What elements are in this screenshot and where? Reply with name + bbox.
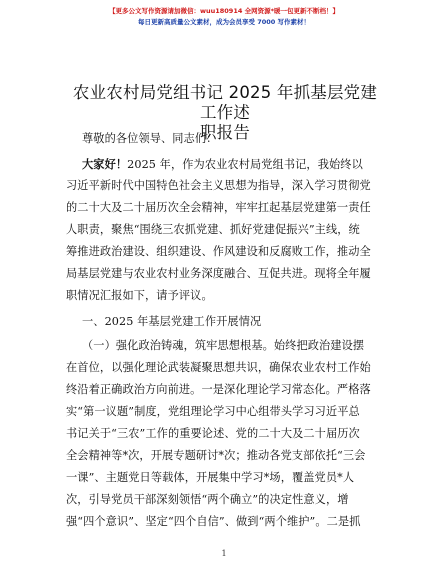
page-number: 1 (221, 549, 227, 558)
intro-line-text: 2025 年，作为农业农村局党组书记，我始终以 (127, 158, 363, 171)
promo-banner-line-1: 【更多公文写作资源请加微信：wuu180914 全网资源*暖一包更新不断档！】 (108, 7, 340, 15)
title-line-2: 职报告 (199, 123, 251, 142)
title-line-1: 农业农村局党组书记 2025 年抓基层党建工作述 (72, 83, 378, 122)
body-line: 一课”、主题党日等载体，开展集中学习*场，覆盖党员*人 (66, 471, 355, 484)
intro-line: 局基层党建与农业农村业务深度融合、互促共进。现将全年履 (66, 267, 371, 280)
intro-line (82, 154, 384, 175)
body-line: 强“四个意识”、坚定“四个自信”、做到“两个维护”。二是抓 (66, 515, 361, 528)
intro-line: 人职责，聚焦“围绕三农抓党建、抓好党建促振兴”主线，统 (66, 223, 360, 236)
intro-line: 习近平新时代中国特色社会主义思想为指导，深入学习贯彻党 (66, 179, 371, 192)
body-line: 书记关于“三农”工作的重要论述、党的二十大及二十届历次 (66, 427, 360, 440)
salutation: 尊敬的各位领导、同志们： (82, 132, 218, 145)
body-line: 全会精神等*次，开展专题研讨*次；推动各党支部依托“三会 (66, 449, 366, 462)
body-line: 在首位，以强化理论武装凝聚思想共识，确保农业农村工作始 (66, 361, 371, 374)
intro-lead: 大家好！ (82, 157, 128, 171)
promo-banner-line-2: 每日更新高质量公文素材，成为会员享受 7000 写作素材！ (137, 18, 311, 26)
section-heading: 一、2025 年基层党建工作开展情况 (82, 315, 262, 328)
intro-line: 的二十大及二十届历次全会精神，牢牢扛起基层党建第一责任 (66, 201, 371, 214)
body-line: 次，引导党员干部深刻领悟“两个确立”的决定性意义，增 (66, 493, 349, 506)
body-line: （一）强化政治铸魂，筑牢思想根基。始终把政治建设摆 (82, 339, 365, 352)
body-line: 实“第一议题”制度，党组理论学习中心组带头学习习近平总 (66, 405, 360, 418)
body-line: 终沿着正确政治方向前进。一是深化理论学习常态化。严格落 (66, 383, 371, 396)
intro-line: 职情况汇报如下，请予评议。 (66, 289, 213, 302)
intro-line: 筹推进政治建设、组织建设、作风建设和反腐败工作，推动全 (66, 245, 371, 258)
